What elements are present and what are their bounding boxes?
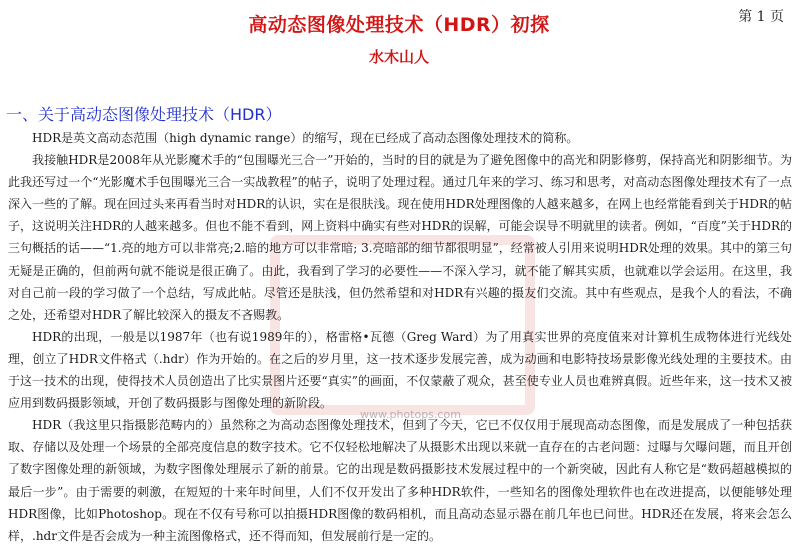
author-name: 水木山人: [368, 48, 429, 66]
body-text: [8, 127, 792, 547]
section-heading: 一、关于高动态图像处理技术（HDR）: [6, 105, 282, 124]
document-title: 高动态图像处理技术（HDR）初探: [248, 14, 550, 36]
watermark-url: www.photops.com: [360, 408, 461, 421]
paragraph: HDR的出现，一般是以1987年（也有说1989年的），格雷格•瓦德（Greg Ward）为了用真实世界的亮度值来对计算机生成物体进行光线处理，创立了HDR文件格式（.hdr）作为开始的。在之后的岁月里，这一技术逐步发展完善，成为动画和电影特技场景影像光线处理的主要技术。由于这一技术的出现，使得技术人员创造出了比实景图片还要“真实”的画面，不仅蒙蔽了观众，甚至使专业人员也难辨真假。近些年来，这一技术又被应用到数码摄影领域，开创了数码摄影与图像处理的新阶段。: [8, 329, 792, 411]
paragraph: HDR（我这里只指摄影范畴内的）虽然称之为高动态图像处理技术，但到了今天，它已不仅仅用于展现高动态图像，而是发展成了一种包括获取、存储以及处理一个场景的全部亮度信息的数字技术。它不仅轻松地解决了从摄影术出现以来就一直存在的古老问题：过曝与欠曝问题，而且开创了数字图像处理的新领域，为数字图像处理展示了新的前景。它的出现是数码摄影技术发展过程中的一个新突破，因此有人称它是“数码超越模拟的最后一步”。由于需要的刺激，在短短的十来年时间里，人们不仅开发出了多种HDR软件，一些知名的图像处理软件也在改进提高，以便能够处理HDR图像，比如Photoshop。现在不仅有号称可以拍摄HDR图像的数码相机，而且高动态显示器在前几年也已问世。HDR还在发展，将来会怎么样，.hdr文件是否会成为一种主流图像格式，还不得而知，但发展前行是一定的。: [8, 418, 792, 543]
page-number: 第 1 页: [738, 9, 784, 25]
paragraph: 我接触HDR是2008年从光影魔术手的“包围曝光三合一”开始的，当时的目的就是为了避免图像中的高光和阴影修剪，保持高光和阴影细节。为此我还写过一个“光影魔术手包围曝光三合一实战教程”的帖子，说明了处理过程。通过几年来的学习、练习和思考，对高动态图像处理技术有了一点深入一些的了解。现在回过头来再看当时对HDR的认识，实在是很肤浅。现在使用HDR处理图像的人越来越多，在网上也经常能看到关于HDR的帖子，这说明关注HDR的人越来越多。但也不能不看到，网上资料中确实有些对HDR的误解，可能会误导不明就里的读者。例如，“百度”关于HDR的三句概括的话——“1.亮的地方可以非常亮;2.暗的地方可以非常暗; 3.亮暗部的细节都很明显”，经常被人引用来说明HDR处理的效果。其中的第三句无疑是正确的，但前两句就不能说是很正确了。由此，我看到了学习的必要性——不深入学习，就不能了解其实质，也就难以学会运用。在这里，我对自己前一段的学习做了一个总结，写成此帖。尽管还是肤浅，但仍然希望和对HDR有兴趣的摄友们交流。其中有些观点，是我个人的看法，不确之处，还希望对HDR了解比较深入的摄友不吝赐教。: [8, 153, 792, 322]
paragraph: HDR是英文高动态范围（high dynamic range）的缩写，现在已经成了高动态图像处理技术的简称。: [32, 131, 579, 145]
